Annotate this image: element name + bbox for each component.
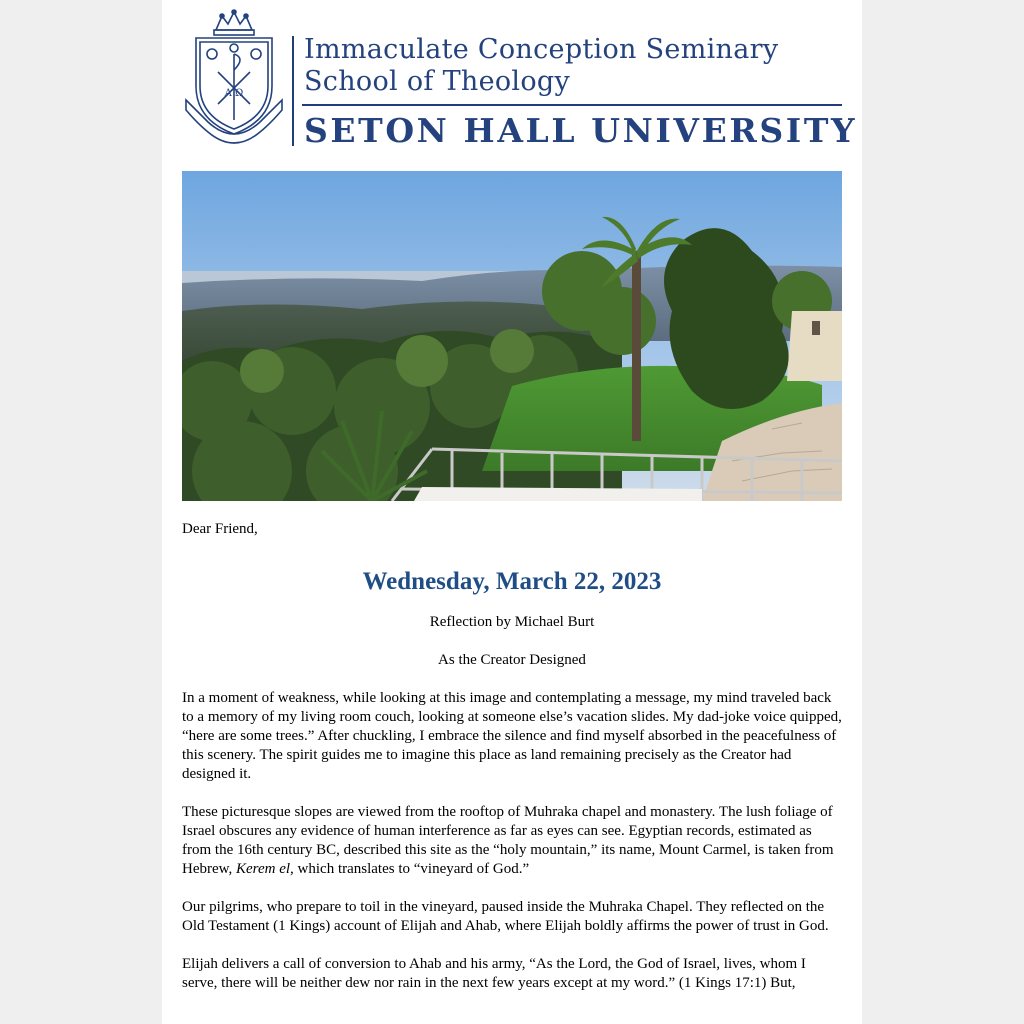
header-horizontal-rule	[302, 104, 842, 106]
reflection-content	[182, 520, 842, 1012]
header-vertical-rule	[292, 36, 294, 146]
seminary-name-line1: Immaculate Conception Seminary	[304, 34, 779, 65]
kerem-el-italic: Kerem el	[236, 861, 291, 877]
reflection-paragraph-1: In a moment of weakness, while looking at this image and contemplating a message, my mind traveled back to a memory of my living room couch, looking at someone else’s vacation slides. My dad-joke voice quipped, “here are some trees.” After chuckling, I embrace the silence and find myself absorbed in the peacefulness of this scenery. The spirit guides me to imagine this place as land remaining precisely as the Creator had designed it.	[182, 690, 842, 782]
mount-carmel-landscape-photo	[182, 171, 842, 501]
svg-text:A Ω: A Ω	[224, 88, 244, 99]
seminary-seal-logo	[182, 8, 286, 150]
university-name: SETON HALL UNIVERSITY	[304, 111, 858, 150]
reflection-date: Wednesday, March 22, 2023	[362, 568, 662, 595]
reflection-byline: Reflection by Michael Burt	[429, 614, 595, 630]
paragraph-2-text-after: , which translates to “vineyard of God.”	[290, 861, 530, 877]
reflection-paragraph-3: Our pilgrims, who prepare to toil in the vineyard, paused inside the Muhraka Chapel. They reflected on the Old Testament (1 Kings) account of Elijah and Ahab, where Elijah boldly affirms the power of trust in God.	[182, 899, 829, 934]
reflection-title: As the Creator Designed	[438, 652, 586, 668]
seminary-header	[182, 8, 858, 150]
greeting: Dear Friend,	[182, 521, 258, 537]
seminary-name-line2: School of Theology	[304, 66, 571, 97]
email-body	[162, 0, 862, 1024]
paragraph-2-text-before: These picturesque slopes are viewed from the rooftop of Muhraka chapel and monastery. The lush foliage of Israel obscures any evidence of human interference as far as eyes can see. Egyptian records, estimated as from the 16th century BC, described this site as the “holy mountain,” its name, Mount Carmel, is taken from Hebrew,	[182, 804, 834, 877]
reflection-paragraph-4: Elijah delivers a call of conversion to Ahab and his army, “As the Lord, the God of Israel, lives, whom I serve, there will be neither dew nor rain in the next few years except at my word.” (1 Kings 17:1) But,	[182, 956, 806, 991]
reflection-paragraph-2	[182, 803, 842, 879]
